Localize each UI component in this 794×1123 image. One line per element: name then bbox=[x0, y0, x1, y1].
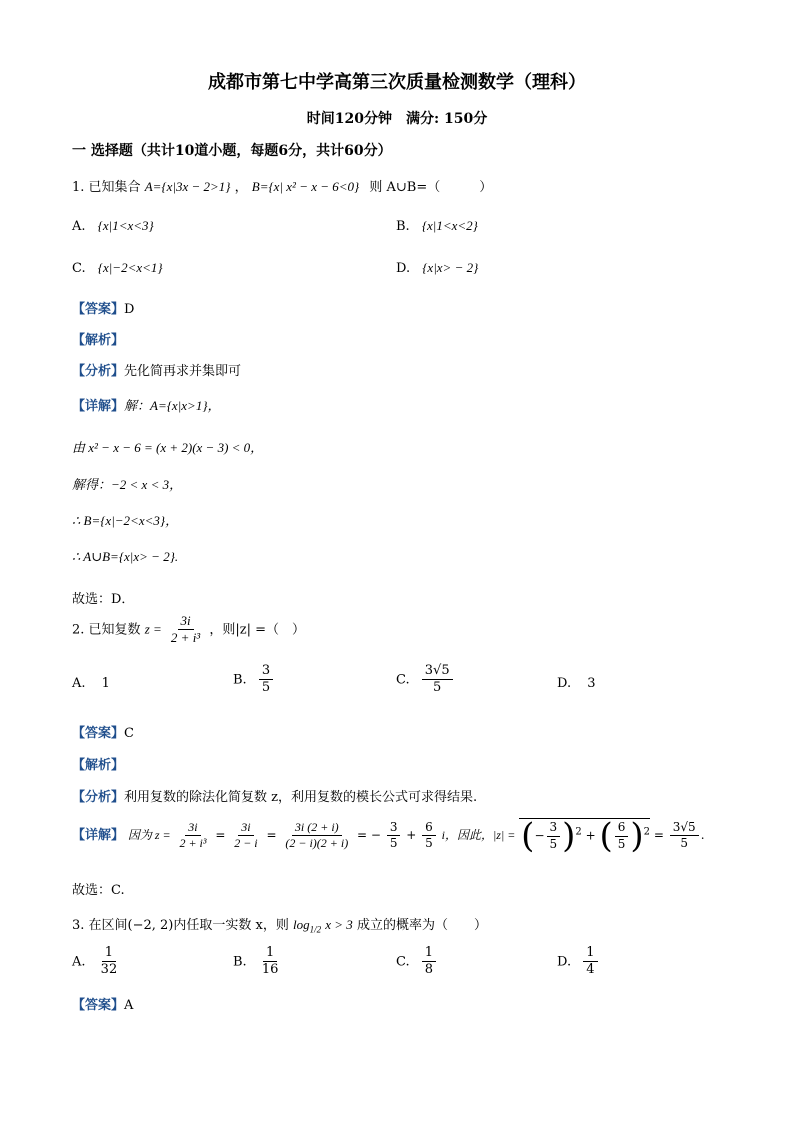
q2-detail-eq2: = bbox=[266, 828, 277, 842]
q2-option-a-label: A. bbox=[72, 676, 86, 691]
q1-option-c bbox=[72, 260, 163, 276]
q1-fenxi-text: 先化简再求并集即可 bbox=[124, 364, 242, 379]
q2-detail-frac5-num: 6 bbox=[422, 821, 436, 836]
q2-stem bbox=[72, 614, 305, 646]
q2-detail-modulus: i，因此，|z| = bbox=[441, 828, 516, 842]
q2-detail-neg: − bbox=[534, 828, 545, 843]
q3-option-b bbox=[233, 946, 283, 978]
q2-fraction-den: 2 + i³ bbox=[170, 630, 201, 646]
q2-fenxi bbox=[72, 786, 477, 805]
q1-step-factor: 由 x² − x − 6 = (x + 2)(x − 3) < 0， bbox=[72, 440, 264, 455]
q2-detail-r1-den: 5 bbox=[549, 836, 558, 851]
q1-detail-tag: 【详解】 bbox=[72, 399, 125, 414]
q1-comma: ， bbox=[234, 180, 248, 195]
q1-step-solve: 解得：−2 < x < 3， bbox=[72, 477, 183, 492]
q2-detail bbox=[72, 816, 705, 856]
section-heading: 一 选择题（共计10道小题，每题6分，共计60分） bbox=[72, 143, 392, 159]
q3-tail: 成立的概率为（ ） bbox=[356, 918, 487, 933]
q2-option-c bbox=[396, 664, 455, 696]
q3-stem-text: 3. 在区间(−2, 2)内任取一实数 x，则 bbox=[72, 918, 289, 933]
q2-fenxi-tag: 【分析】 bbox=[72, 790, 125, 805]
q1-choose: 故选：D． bbox=[72, 592, 135, 607]
q1-fenxi bbox=[72, 360, 241, 379]
q2-option-b-den: 5 bbox=[261, 680, 271, 696]
q2-detail-r1-num: 3 bbox=[547, 821, 561, 836]
q3-option-c-frac bbox=[422, 946, 436, 978]
q2-answer-value: C bbox=[124, 726, 134, 741]
q2-analysis-tag: 【解析】 bbox=[72, 758, 125, 773]
q3-option-a-den: 32 bbox=[100, 962, 118, 978]
q2-detail-lparen1: ( bbox=[521, 816, 535, 856]
q2-fraction-num: 3i bbox=[178, 614, 194, 630]
q2-option-b-label: B. bbox=[233, 672, 247, 688]
q3-option-c bbox=[396, 946, 438, 978]
q2-detail-rparen2: ) bbox=[630, 816, 644, 856]
q2-detail-r2-num: 6 bbox=[615, 821, 629, 836]
q2-option-d bbox=[557, 676, 596, 691]
q3-option-d-den: 4 bbox=[586, 962, 595, 978]
q2-option-a bbox=[72, 676, 110, 691]
q1-detail bbox=[72, 395, 221, 414]
q1-option-d-text: {x|x> − 2} bbox=[422, 260, 479, 275]
q3-log bbox=[292, 917, 322, 935]
q2-detail-result-den: 5 bbox=[680, 836, 689, 850]
q3-answer bbox=[72, 994, 133, 1013]
q1-option-c-label: C. bbox=[72, 261, 86, 276]
q3-option-c-num: 1 bbox=[422, 946, 436, 962]
q3-log-base: 1/2 bbox=[309, 924, 322, 935]
q1-option-d bbox=[396, 260, 478, 276]
q3-option-d bbox=[557, 946, 600, 978]
q1-option-a bbox=[72, 218, 154, 234]
q2-detail-plus: + bbox=[406, 828, 417, 842]
q2-detail-frac4-num: 3 bbox=[387, 821, 401, 836]
q1-step-union: ∴ A∪B={x|x> − 2}. bbox=[72, 549, 179, 564]
q1-stem bbox=[72, 176, 492, 195]
q2-answer-tag: 【答案】 bbox=[72, 726, 125, 741]
q3-option-a-frac bbox=[98, 946, 121, 978]
q2-detail-frac2-den: 2 − i bbox=[234, 836, 258, 850]
q1-option-d-label: D. bbox=[396, 261, 411, 276]
q2-detail-frac4 bbox=[387, 821, 401, 850]
q3-option-a-num: 1 bbox=[102, 946, 116, 962]
q1-answer-tag: 【答案】 bbox=[72, 302, 125, 317]
q1-step-set-b: ∴ B={x|−2<x<3}， bbox=[72, 513, 179, 528]
q2-option-c-label: C. bbox=[396, 672, 410, 688]
q3-option-d-num: 1 bbox=[583, 946, 597, 962]
q2-detail-frac3-num: 3i (2 + i) bbox=[292, 821, 342, 836]
q3-option-a-label: A. bbox=[72, 954, 86, 970]
q2-option-b bbox=[233, 664, 275, 696]
q3-answer-tag: 【答案】 bbox=[72, 998, 125, 1013]
q2-detail-frac1 bbox=[176, 821, 209, 850]
q2-detail-frac4-den: 5 bbox=[389, 836, 398, 850]
q1-option-b-label: B. bbox=[396, 219, 410, 234]
q1-fenxi-tag: 【分析】 bbox=[72, 364, 125, 379]
q3-option-d-frac bbox=[583, 946, 597, 978]
q2-detail-minus: = − bbox=[357, 828, 381, 842]
q2-option-d-label: D. bbox=[557, 676, 572, 691]
q2-detail-rparen1: ) bbox=[562, 816, 576, 856]
q3-option-c-label: C. bbox=[396, 954, 410, 970]
q1-option-c-text: {x|−2<x<1} bbox=[97, 260, 163, 275]
q2-detail-r2 bbox=[615, 821, 629, 850]
q3-stem bbox=[72, 914, 487, 935]
q1-option-a-label: A. bbox=[72, 219, 86, 234]
q2-option-c-den: 5 bbox=[433, 680, 442, 696]
q2-choose: 故选：C. bbox=[72, 883, 125, 898]
q2-detail-frac5-den: 5 bbox=[425, 836, 433, 850]
q2-detail-r2-den: 5 bbox=[617, 836, 626, 851]
q3-option-b-frac bbox=[259, 946, 282, 978]
q3-option-c-den: 8 bbox=[424, 962, 434, 978]
q2-z: z = bbox=[144, 621, 162, 637]
q2-detail-frac2 bbox=[231, 821, 260, 850]
q3-answer-value: A bbox=[124, 998, 134, 1013]
q3-option-b-den: 16 bbox=[261, 962, 279, 978]
q1-set-b: B={x| x² − x − 6<0} bbox=[251, 179, 360, 194]
q2-detail-res-eq: = bbox=[653, 828, 664, 842]
q1-analysis-tag: 【解析】 bbox=[72, 333, 125, 348]
q2-detail-eq1: = bbox=[215, 828, 226, 842]
q2-option-a-text: 1 bbox=[101, 676, 110, 691]
q3-option-b-label: B. bbox=[233, 954, 247, 970]
q1-set-a: A={x|3x − 2>1} bbox=[144, 179, 231, 194]
q2-option-c-frac bbox=[422, 664, 453, 696]
q2-detail-frac2-num: 3i bbox=[238, 821, 253, 836]
q2-detail-tag: 【详解】 bbox=[72, 828, 125, 843]
q2-option-d-text: 3 bbox=[587, 676, 596, 691]
q1-detail-text: 解：A={x|x>1}， bbox=[124, 398, 221, 413]
q2-detail-lparen2: ( bbox=[599, 816, 613, 856]
sqrt-icon: (− $\frac{3}{5}$ )$^2$ + ( $\frac{6}{5}$ )$^2$ bbox=[521, 816, 651, 856]
q1-answer-value: D bbox=[124, 302, 135, 317]
q2-detail-plus2: + bbox=[585, 828, 596, 843]
q2-option-b-num: 3 bbox=[259, 664, 273, 680]
q2-detail-frac1-num: 3i bbox=[185, 821, 200, 836]
q3-log-word: log bbox=[292, 917, 310, 932]
q1-option-b bbox=[396, 218, 478, 234]
q2-option-b-frac bbox=[259, 664, 273, 696]
q2-detail-frac5 bbox=[422, 821, 436, 850]
exam-info: 时间120分钟 满分: 150分 bbox=[306, 111, 488, 127]
q3-option-d-label: D. bbox=[557, 954, 572, 970]
q1-stem-text: 1. 已知集合 bbox=[72, 180, 141, 195]
q2-detail-result-num: 3√5 bbox=[670, 821, 699, 836]
q2-detail-frac3 bbox=[282, 821, 351, 850]
q2-fraction bbox=[168, 614, 203, 646]
q1-option-b-text: {x|1<x<2} bbox=[421, 218, 478, 233]
q2-detail-frac3-den: (2 − i)(2 + i) bbox=[285, 836, 349, 850]
q3-option-a bbox=[72, 946, 122, 978]
q2-answer bbox=[72, 722, 134, 741]
q3-option-b-num: 1 bbox=[263, 946, 277, 962]
q2-ask: ，则|z| =（ ） bbox=[209, 622, 305, 638]
q2-detail-frac1-den: 2 + i³ bbox=[179, 836, 207, 850]
q1-option-a-text: {x|1<x<3} bbox=[97, 218, 154, 233]
q2-detail-period: . bbox=[700, 828, 705, 842]
page-title: 成都市第七中学高第三次质量检测数学（理科） bbox=[208, 72, 586, 93]
q2-detail-r1 bbox=[547, 821, 561, 850]
q3-cond: x > 3 bbox=[325, 917, 353, 932]
q2-because: 因为 z = bbox=[127, 828, 171, 842]
q2-detail-result bbox=[670, 821, 699, 850]
q1-ask: 则 A∪B=（ ） bbox=[369, 180, 493, 195]
q2-option-c-num: 3√5 bbox=[422, 664, 453, 680]
q1-answer bbox=[72, 298, 134, 317]
q2-stem-text: 2. 已知复数 bbox=[72, 622, 141, 638]
q2-fenxi-text: 利用复数的除法化简复数 z，利用复数的模长公式可求得结果. bbox=[124, 790, 478, 805]
